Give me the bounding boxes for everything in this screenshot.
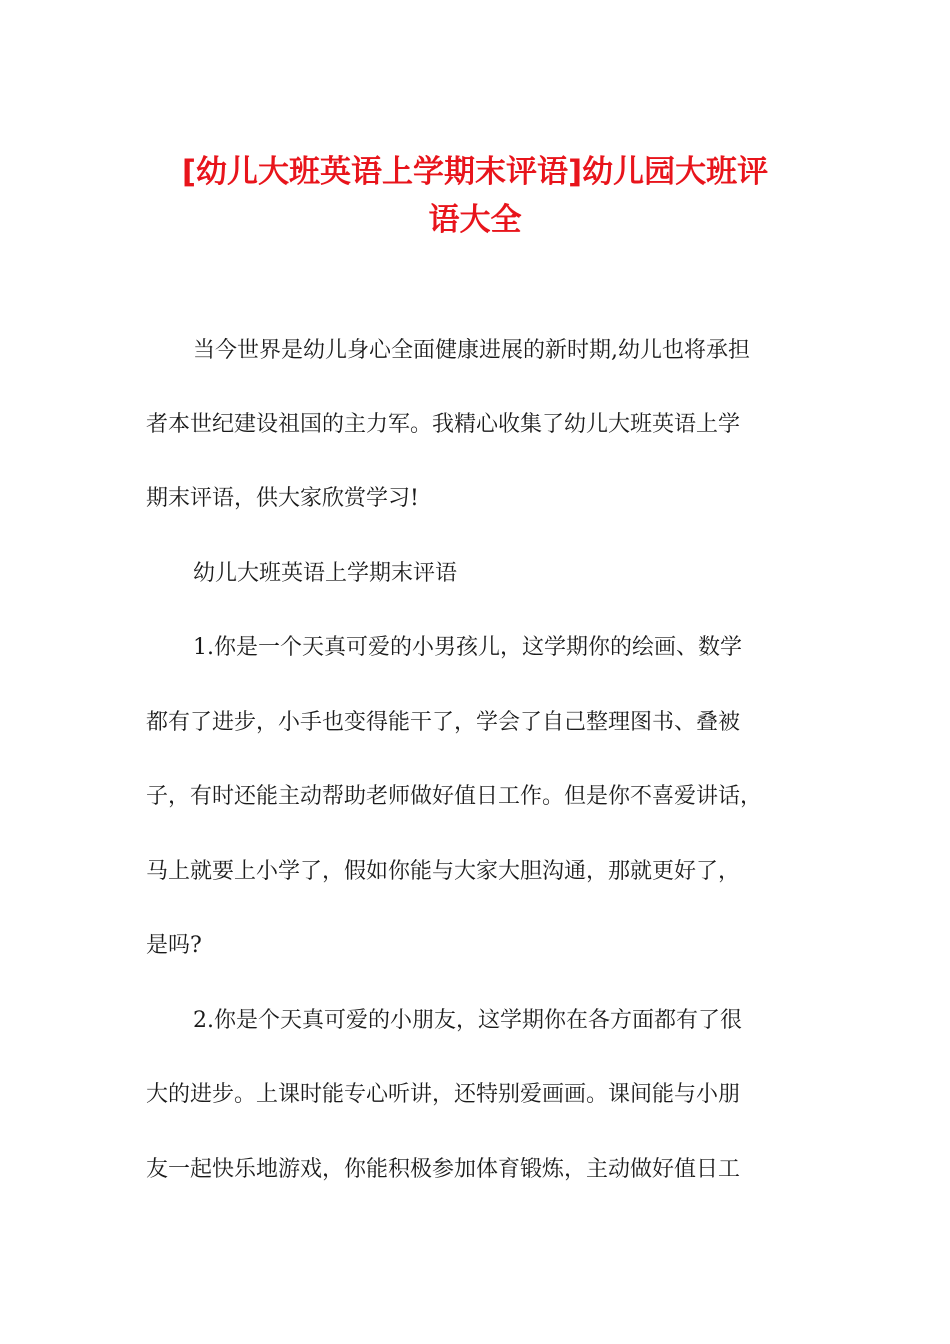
item1-line-2: 都有了进步，小手也变得能干了，学会了自己整理图书、叠被 bbox=[146, 710, 741, 735]
intro-line-2: 者本世纪建设祖国的主力军。我精心收集了幼儿大班英语上学 bbox=[146, 412, 741, 437]
section-heading: 幼儿大班英语上学期末评语 bbox=[193, 561, 458, 586]
item1-line-4: 马上就要上小学了，假如你能与大家大胆沟通，那就更好了， bbox=[146, 859, 741, 884]
intro-line-1: 当今世界是幼儿身心全面健康进展的新时期,幼儿也将承担 bbox=[193, 338, 750, 363]
title-line-2: 语大全 bbox=[428, 202, 522, 238]
document-title bbox=[145, 148, 805, 244]
item1-line-1: 1.你是一个天真可爱的小男孩儿，这学期你的绘画、数学 bbox=[193, 635, 742, 660]
item2-line-1: 2.你是个天真可爱的小朋友，这学期你在各方面都有了很 bbox=[193, 1008, 742, 1033]
item2-line-3: 友一起快乐地游戏，你能积极参加体育锻炼，主动做好值日工 bbox=[146, 1157, 741, 1182]
item1-line-5: 是吗? bbox=[146, 933, 202, 958]
title-line-1: [幼儿大班英语上学期末评语]幼儿园大班评 bbox=[181, 154, 769, 190]
intro-line-3: 期末评语，供大家欣赏学习! bbox=[146, 486, 419, 511]
item1-line-3: 子，有时还能主动帮助老师做好值日工作。但是你不喜爱讲话， bbox=[146, 784, 763, 809]
item2-line-2: 大的进步。上课时能专心听讲，还特别爱画画。课间能与小朋 bbox=[146, 1082, 741, 1107]
